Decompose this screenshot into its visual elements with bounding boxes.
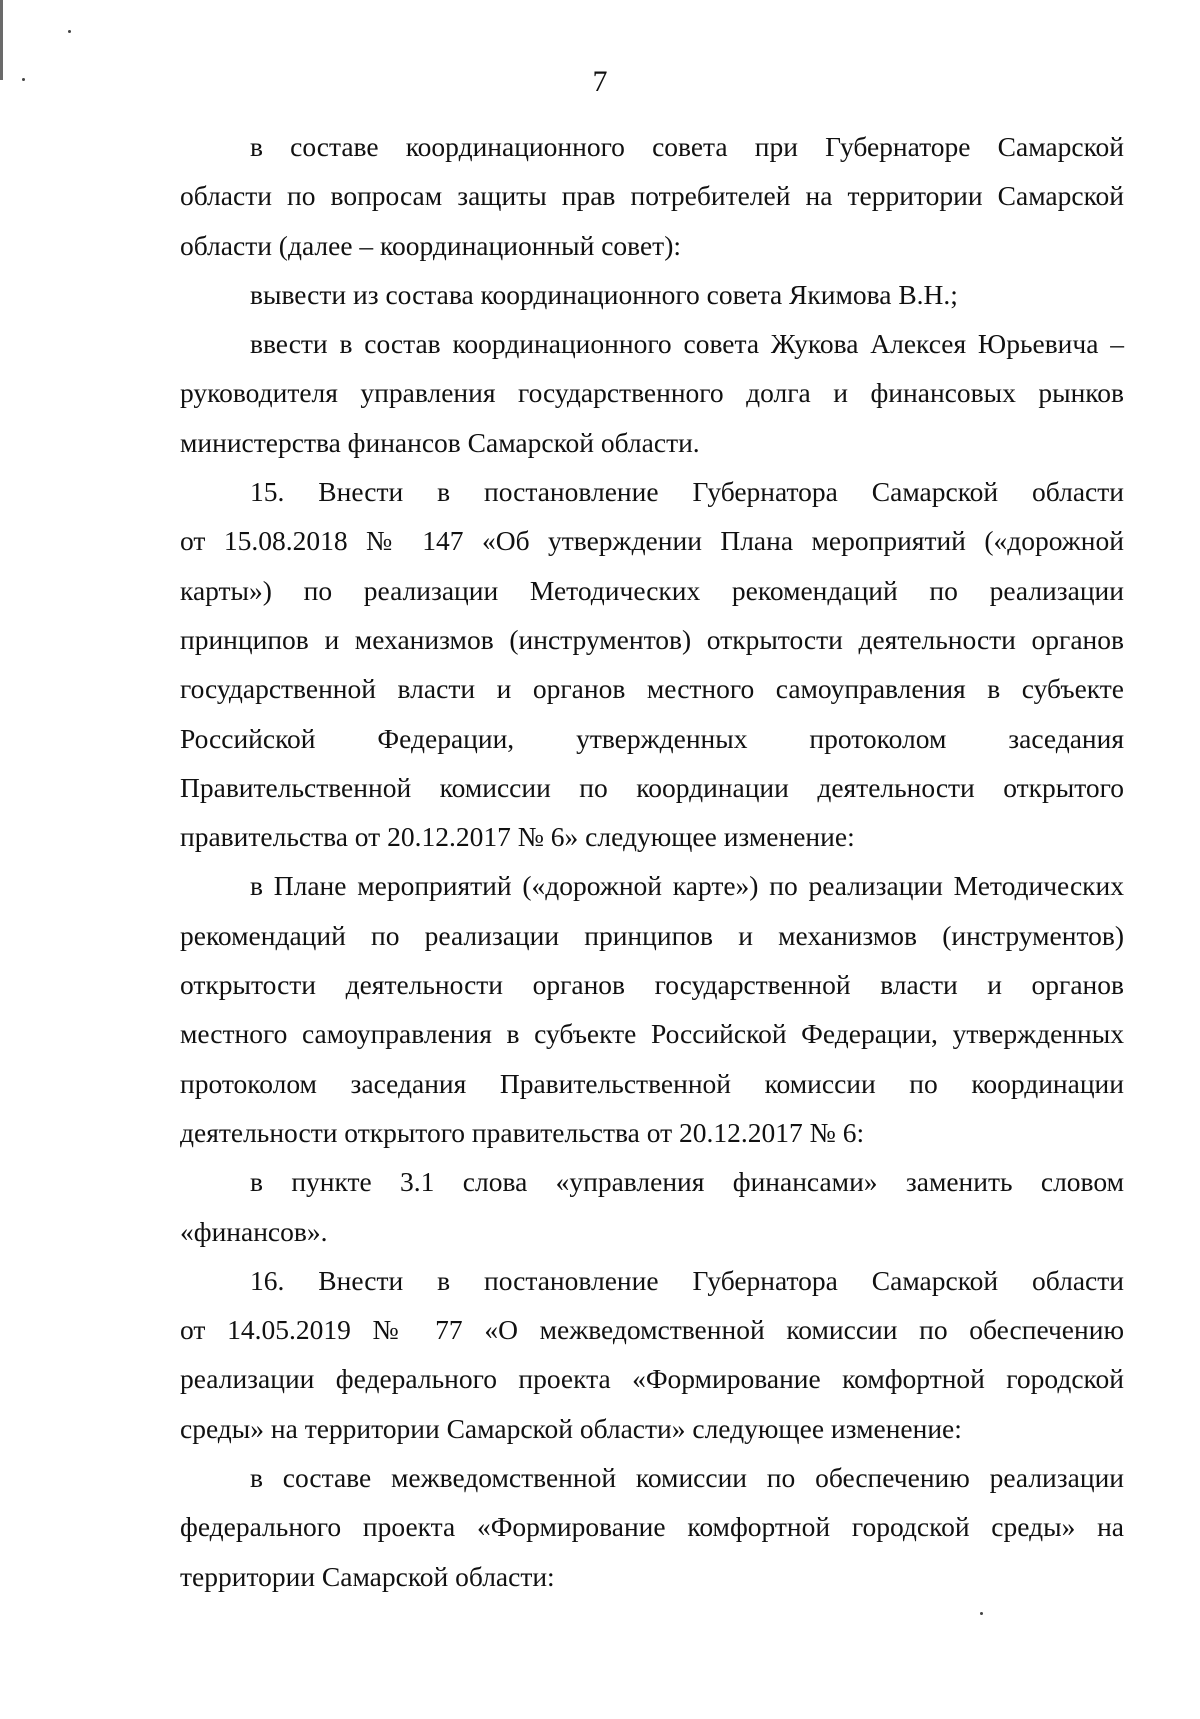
paragraph	[180, 1157, 1124, 1256]
text-line	[180, 319, 1124, 368]
text-line	[180, 861, 1124, 910]
text-line-content: области (далее – координационный совет):	[180, 229, 682, 261]
text-line-content: в составе межведомственной комиссии по обеспечению реализации	[250, 1462, 1124, 1494]
text-line-content: ввести в состав координационного совета Жукова Алексея Юрьевича –	[250, 328, 1124, 360]
text-line-content: в составе координационного совета при Губернаторе Самарской	[250, 131, 1124, 162]
text-line	[180, 467, 1124, 516]
text-line	[180, 1207, 1124, 1256]
text-line-content: правительства от 20.12.2017 № 6» следующее изменение:	[180, 821, 855, 853]
text-line-content: в пункте 3.1 слова «управления финансами» заменить словом	[250, 1166, 1124, 1198]
text-line-content: в Плане мероприятий («дорожной карте») по реализации Методических	[250, 870, 1124, 902]
text-line-content: «финансов».	[180, 1215, 328, 1247]
text-line-content: деятельности открытого правительства от 20.12.2017 № 6:	[180, 1116, 865, 1148]
text-line	[180, 171, 1124, 220]
text-line-content: территории Самарской области:	[180, 1560, 555, 1592]
text-line	[180, 714, 1124, 763]
text-line-content: реализации федерального проекта «Формирование комфортной городской	[180, 1363, 1124, 1395]
text-line-content: Российской Федерации, утвержденных протоколом заседания	[180, 722, 1124, 754]
document-body	[180, 122, 1124, 1601]
text-line-content: области по вопросам защиты прав потребителей на территории Самарской	[180, 180, 1124, 212]
text-line	[180, 960, 1124, 1009]
text-line	[180, 1157, 1124, 1206]
text-line	[180, 1305, 1124, 1354]
text-line-content: 15. Внести в постановление Губернатора Самарской области	[250, 476, 1124, 508]
text-line	[180, 664, 1124, 713]
text-line-content: руководителя управления государственного долга и финансовых рынков	[180, 377, 1124, 409]
text-line	[180, 566, 1124, 615]
paragraph	[180, 270, 1124, 319]
text-line-content: 16. Внести в постановление Губернатора Самарской области	[250, 1264, 1124, 1296]
paragraph	[180, 122, 1124, 270]
text-line	[180, 1354, 1124, 1403]
text-line-content: местного самоуправления в субъекте Российской Федерации, утвержденных	[180, 1018, 1124, 1050]
text-line	[180, 911, 1124, 960]
text-line-content: вывести из состава координационного совета Якимова В.Н.;	[250, 278, 958, 310]
text-line	[180, 1256, 1124, 1305]
text-line-content: принципов и механизмов (инструментов) открытости деятельности органов	[180, 623, 1124, 655]
text-line	[180, 1552, 1124, 1601]
text-line-content: протоколом заседания Правительственной комиссии по координации	[180, 1067, 1124, 1099]
text-line	[180, 221, 1124, 270]
text-line	[180, 763, 1124, 812]
text-line-content: открытости деятельности органов государственной власти и органов	[180, 969, 1124, 1001]
paragraph	[180, 1453, 1124, 1601]
paragraph	[180, 319, 1124, 467]
paragraph	[180, 861, 1124, 1157]
text-line-content: среды» на территории Самарской области» следующее изменение:	[180, 1412, 962, 1444]
text-line	[180, 1502, 1124, 1551]
scan-speck	[68, 30, 71, 33]
text-line	[180, 418, 1124, 467]
paragraph	[180, 1256, 1124, 1453]
text-line-content: федерального проекта «Формирование комфортной городской среды» на	[180, 1511, 1124, 1543]
text-line	[180, 1059, 1124, 1108]
text-line-content: министерства финансов Самарской области.	[180, 426, 700, 458]
text-line	[180, 270, 1124, 319]
text-line-content: карты») по реализации Методических рекомендаций по реализации	[180, 574, 1124, 606]
text-line-content: рекомендаций по реализации принципов и механизмов (инструментов)	[180, 919, 1124, 951]
text-line-content: государственной власти и органов местного самоуправления в субъекте	[180, 673, 1124, 705]
text-line	[180, 1009, 1124, 1058]
text-line	[180, 122, 1124, 171]
text-line-content: от 14.05.2019 № 77 «О межведомственной комиссии по обеспечению	[180, 1314, 1124, 1346]
text-line	[180, 812, 1124, 861]
text-line-content: Правительственной комиссии по координации деятельности открытого	[180, 771, 1124, 803]
text-line	[180, 1108, 1124, 1157]
text-line	[180, 1404, 1124, 1453]
page-number: 7	[592, 65, 608, 98]
text-line	[180, 368, 1124, 417]
text-line-content: от 15.08.2018 № 147 «Об утверждении Плана мероприятий («дорожной	[180, 525, 1124, 557]
scan-speck	[980, 1612, 983, 1615]
text-line	[180, 1453, 1124, 1502]
text-line	[180, 516, 1124, 565]
text-line	[180, 615, 1124, 664]
paragraph	[180, 467, 1124, 861]
